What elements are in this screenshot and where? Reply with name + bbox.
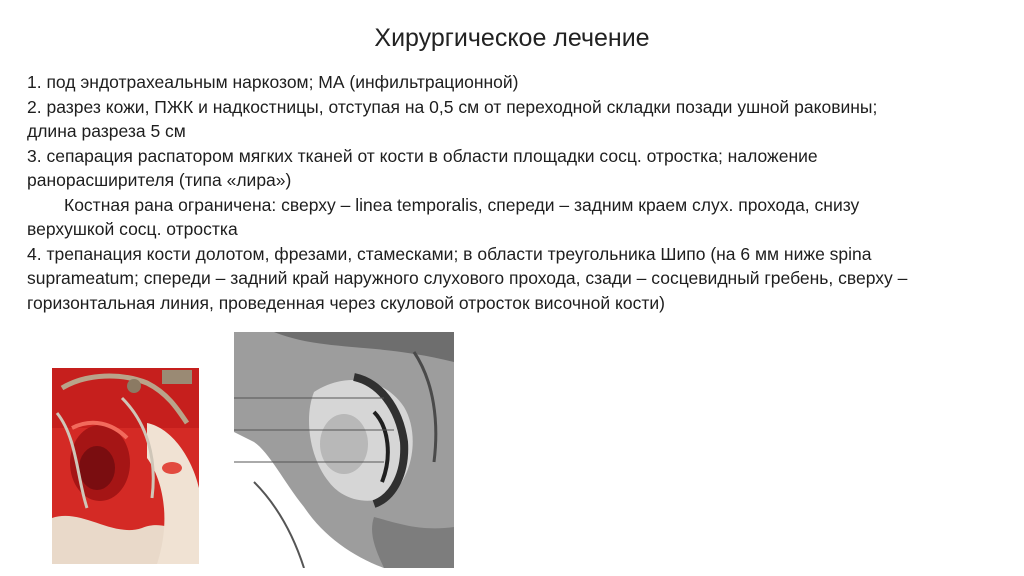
slide-title: Хирургическое лечение [374, 24, 650, 52]
surgical-photo [52, 368, 199, 564]
temporal-bone-drawing [234, 332, 454, 568]
step-3-text: 3. сепарация распатором мягких тканей от кости в области площадки сосц. отростка; наложение ранорасширителя (типа «лира») [27, 145, 818, 190]
bone-wound-bounds-text: Костная рана ограничена: сверху – linea temporalis, спереди – задним краем слух. прохода, снизу верхушкой сосц. отростка [27, 194, 860, 239]
step-1-text: 1. под эндотрахеальным наркозом; МА (инфильтрационной) [27, 72, 519, 92]
slide-body [27, 70, 927, 315]
step-4-text: 4. трепанация кости долотом, фрезами, стамесками; в области треугольника Шипо (на 6 мм ниже spina suprameatum; спереди – задний край наружного слухового прохода, сзади – сосцевидный гребень, сверху – горизонтальная линия, проведенная через скуловой отросток височной кости) [27, 243, 908, 313]
step-2-text: 2. разрез кожи, ПЖК и надкостницы, отступая на 0,5 см от переходной складки позади ушной раковины; длина разреза 5 см [27, 96, 878, 141]
